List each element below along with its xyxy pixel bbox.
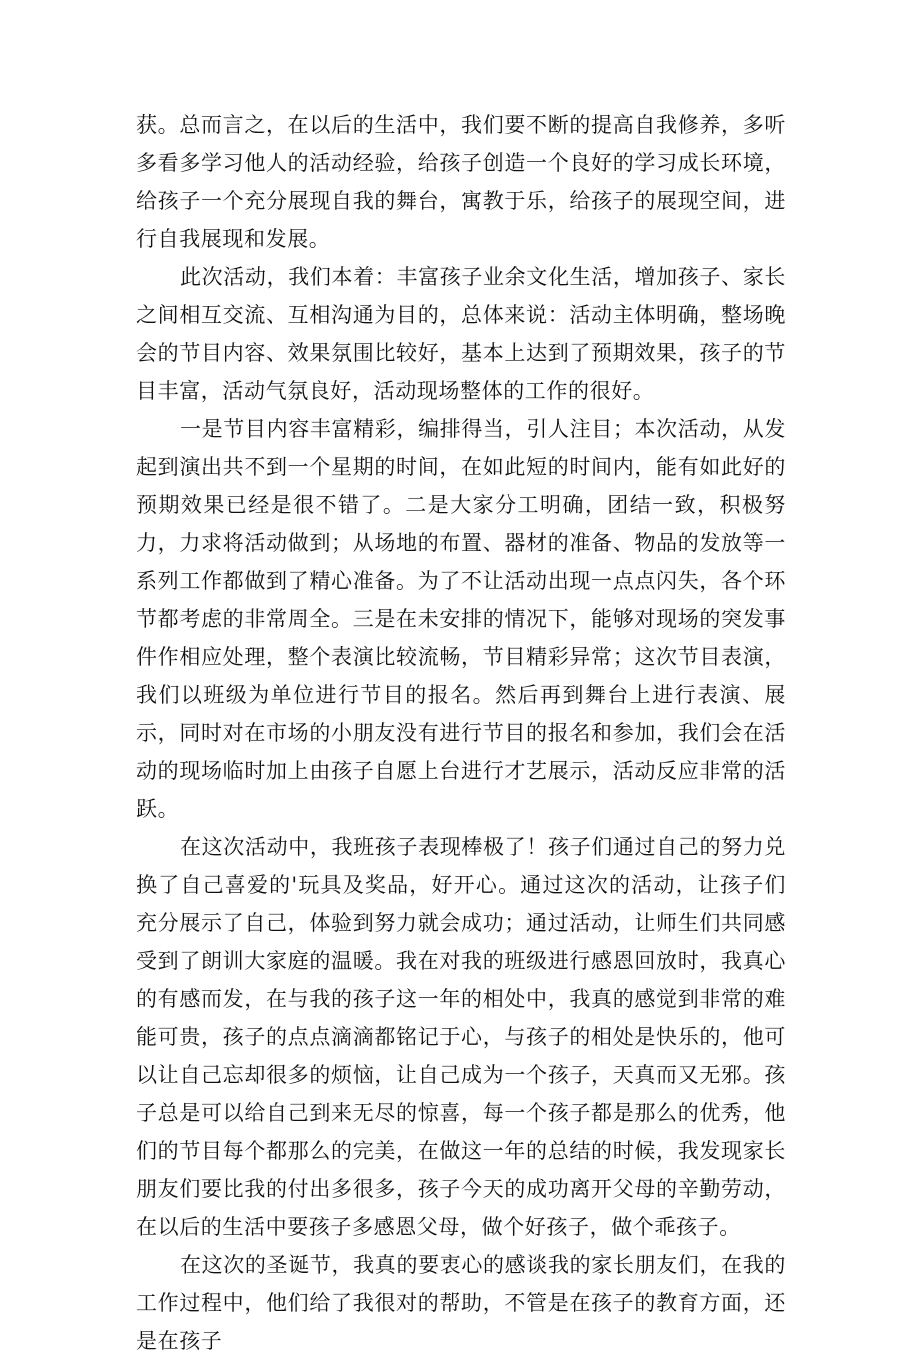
paragraph-2: 此次活动，我们本着：丰富孩子业余文化生活，增加孩子、家长之间相互交流、互相沟通为目的，总体来说：活动主体明确，整场晚会的节目内容、效果氛围比较好，基本上达到了预期效果，孩子的节目丰富，活动气氛良好，活动现场整体的工作的很好。	[136, 265, 786, 403]
paragraph-3: 一是节目内容丰富精彩，编排得当，引人注目；本次活动，从发起到演出共不到一个星期的时间，在如此短的时间内，能有如此好的预期效果已经是很不错了。二是大家分工明确，团结一致，积极努力，力求将活动做到；从场地的布置、器材的准备、物品的发放等一系列工作都做到了精心准备。为了不让活动出现一点点闪失，各个环节都考虑的非常周全。三是在未安排的情况下，能够对现场的突发事件作相应处理，整个表演比较流畅，节目精彩异常；这次节目表演，我们以班级为单位进行节目的报名。然后再到舞台上进行表演、展示，同时对在市场的小朋友没有进行节目的报名和参加，我们会在活动的现场临时加上由孩子自愿上台进行才艺展示，活动反应非常的活跃。	[136, 417, 786, 821]
paragraph-1: 获。总而言之，在以后的生活中，我们要不断的提高自我修养，多听多看多学习他人的活动经验，给孩子创造一个良好的学习成长环境，给孩子一个充分展现自我的舞台，寓教于乐，给孩子的展现空间，进行自我展现和发展。	[136, 113, 786, 251]
document-body	[136, 106, 786, 1360]
paragraph-4: 在这次活动中，我班孩子表现棒极了！孩子们通过自己的努力兑换了自己喜爱的'玩具及奖品，好开心。通过这次的活动，让孩子们充分展示了自己，体验到努力就会成功；通过活动，让师生们共同感受到了朗训大家庭的温暖。我在对我的班级进行感恩回放时，我真心的有感而发，在与我的孩子这一年的相处中，我真的感觉到非常的难能可贵，孩子的点点滴滴都铭记于心，与孩子的相处是快乐的，他可以让自己忘却很多的烦恼，让自己成为一个孩子，天真而又无邪。孩子总是可以给自己到来无尽的惊喜，每一个孩子都是那么的优秀，他们的节目每个都那么的完美，在做这一年的总结的时候，我发现家长朋友们要比我的付出多很多，孩子今天的成功离开父母的辛勤劳动，在以后的生活中要孩子多感恩父母，做个好孩子，做个乖孩子。	[136, 835, 786, 1239]
paragraph-5: 在这次的圣诞节，我真的要衷心的感谈我的家长朋友们，在我的工作过程中，他们给了我很对的帮助，不管是在孩子的教育方面，还是在孩子	[136, 1253, 786, 1353]
